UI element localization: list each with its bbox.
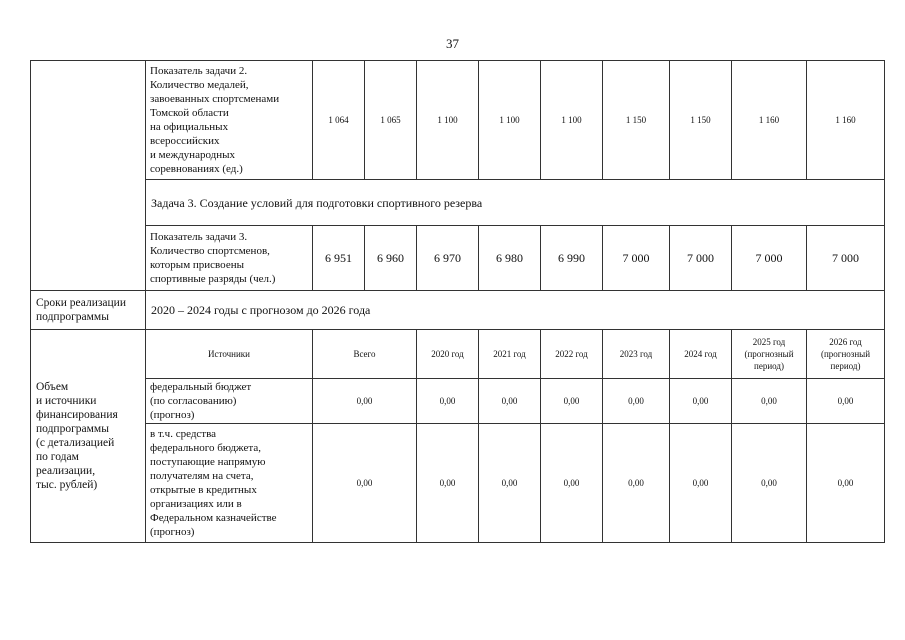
indicator3-value: 7 000 <box>670 226 732 291</box>
header-2023: 2023 год <box>603 330 670 379</box>
direct-federal-funds-value: 0,00 <box>417 424 479 543</box>
direct-federal-funds-source <box>146 424 313 543</box>
header-2020: 2020 год <box>417 330 479 379</box>
indicator2-label <box>146 61 313 180</box>
federal-budget-row <box>31 379 885 424</box>
task3-title: Задача 3. Создание условий для подготовки спортивного резерва <box>146 180 885 226</box>
text-line: федеральный бюджет <box>150 381 252 393</box>
text-line: (прогнозный <box>820 349 871 359</box>
direct-federal-funds-value: 0,00 <box>807 424 885 543</box>
text-line: реализации, <box>36 465 96 477</box>
indicator2-value: 1 100 <box>479 61 541 180</box>
indicator3-value: 6 951 <box>313 226 365 291</box>
text-line: (прогноз) <box>150 409 195 421</box>
text-line: поступающие напрямую <box>150 456 266 468</box>
text-line: которым присвоены <box>150 259 244 271</box>
direct-federal-funds-value: 0,00 <box>603 424 670 543</box>
federal-budget-total: 0,00 <box>313 379 417 424</box>
empty-left-cell <box>31 61 146 291</box>
federal-budget-value: 0,00 <box>479 379 541 424</box>
text-line: на официальных <box>150 121 229 133</box>
federal-budget-value: 0,00 <box>541 379 603 424</box>
direct-federal-funds-value: 0,00 <box>479 424 541 543</box>
financing-label <box>31 330 146 543</box>
text-line: Количество медалей, <box>150 79 249 91</box>
indicator3-value: 7 000 <box>603 226 670 291</box>
text-line: (прогнозный <box>744 349 794 359</box>
indicator3-value: 6 980 <box>479 226 541 291</box>
indicator3-value: 6 990 <box>541 226 603 291</box>
indicator3-value: 6 970 <box>417 226 479 291</box>
text-line: завоеванных спортсменами <box>150 93 280 105</box>
terms-row <box>31 291 885 330</box>
federal-budget-value: 0,00 <box>603 379 670 424</box>
indicator3-row <box>31 226 885 291</box>
federal-budget-value: 0,00 <box>732 379 807 424</box>
text-line: 2025 год <box>752 337 786 347</box>
federal-budget-value: 0,00 <box>417 379 479 424</box>
text-line: (с детализацией <box>36 437 115 449</box>
federal-budget-value: 0,00 <box>670 379 732 424</box>
direct-federal-funds-value: 0,00 <box>541 424 603 543</box>
text-line: период) <box>754 361 784 371</box>
text-line: (прогноз) <box>150 526 195 538</box>
indicator2-value: 1 065 <box>365 61 417 180</box>
indicator2-value: 1 100 <box>541 61 603 180</box>
text-line: 2026 год <box>829 337 862 347</box>
federal-budget-source <box>146 379 313 424</box>
header-2026 <box>807 330 885 379</box>
text-line: открытые в кредитных <box>150 484 257 496</box>
financing-header-row <box>31 330 885 379</box>
text-line: всероссийских <box>150 135 220 147</box>
text-line: получателям на счета, <box>150 470 254 482</box>
text-line: Объем <box>36 381 69 393</box>
text-line: соревнованиях (ед.) <box>150 163 243 175</box>
header-2021: 2021 год <box>479 330 541 379</box>
header-total: Всего <box>313 330 417 379</box>
text-line: подпрограммы <box>36 423 109 435</box>
text-line: финансирования <box>36 409 118 421</box>
text-line: Показатель задачи 3. <box>150 231 248 243</box>
text-line: федерального бюджета, <box>150 442 261 454</box>
federal-budget-value: 0,00 <box>807 379 885 424</box>
text-line: Показатель задачи 2. <box>150 65 248 77</box>
text-line: подпрограммы <box>36 311 109 323</box>
indicator2-value: 1 150 <box>603 61 670 180</box>
task3-row <box>31 180 885 226</box>
text-line: (по согласованию) <box>150 395 237 407</box>
terms-label <box>31 291 146 330</box>
text-line: по годам <box>36 451 79 463</box>
text-line: Томской области <box>150 107 229 119</box>
indicator3-value: 6 960 <box>365 226 417 291</box>
text-line: организациях или в <box>150 498 242 510</box>
header-2022: 2022 год <box>541 330 603 379</box>
indicator2-value: 1 064 <box>313 61 365 180</box>
direct-federal-funds-value: 0,00 <box>670 424 732 543</box>
indicator2-value: 1 150 <box>670 61 732 180</box>
indicator2-value: 1 100 <box>417 61 479 180</box>
header-2024: 2024 год <box>670 330 732 379</box>
indicator2-value: 1 160 <box>807 61 885 180</box>
indicator3-value: 7 000 <box>732 226 807 291</box>
text-line: и международных <box>150 149 236 161</box>
text-line: период) <box>830 361 861 371</box>
text-line: Сроки реализации <box>36 297 126 309</box>
header-2025 <box>732 330 807 379</box>
indicator3-label <box>146 226 313 291</box>
subprogram-passport-table <box>30 60 885 543</box>
text-line: спортивные разряды (чел.) <box>150 273 276 285</box>
indicator2-row <box>31 61 885 180</box>
indicator3-value: 7 000 <box>807 226 885 291</box>
terms-value: 2020 – 2024 годы с прогнозом до 2026 года <box>146 291 885 330</box>
text-line: и источники <box>36 395 97 407</box>
text-line: Количество спортсменов, <box>150 245 270 257</box>
direct-federal-funds-row <box>31 424 885 543</box>
header-source: Источники <box>146 330 313 379</box>
text-line: тыс. рублей) <box>36 479 98 491</box>
indicator2-value: 1 160 <box>732 61 807 180</box>
text-line: в т.ч. средства <box>150 428 217 440</box>
text-line: Федеральном казначействе <box>150 512 277 524</box>
page-number: 37 <box>446 36 459 51</box>
direct-federal-funds-value: 0,00 <box>732 424 807 543</box>
direct-federal-funds-total: 0,00 <box>313 424 417 543</box>
